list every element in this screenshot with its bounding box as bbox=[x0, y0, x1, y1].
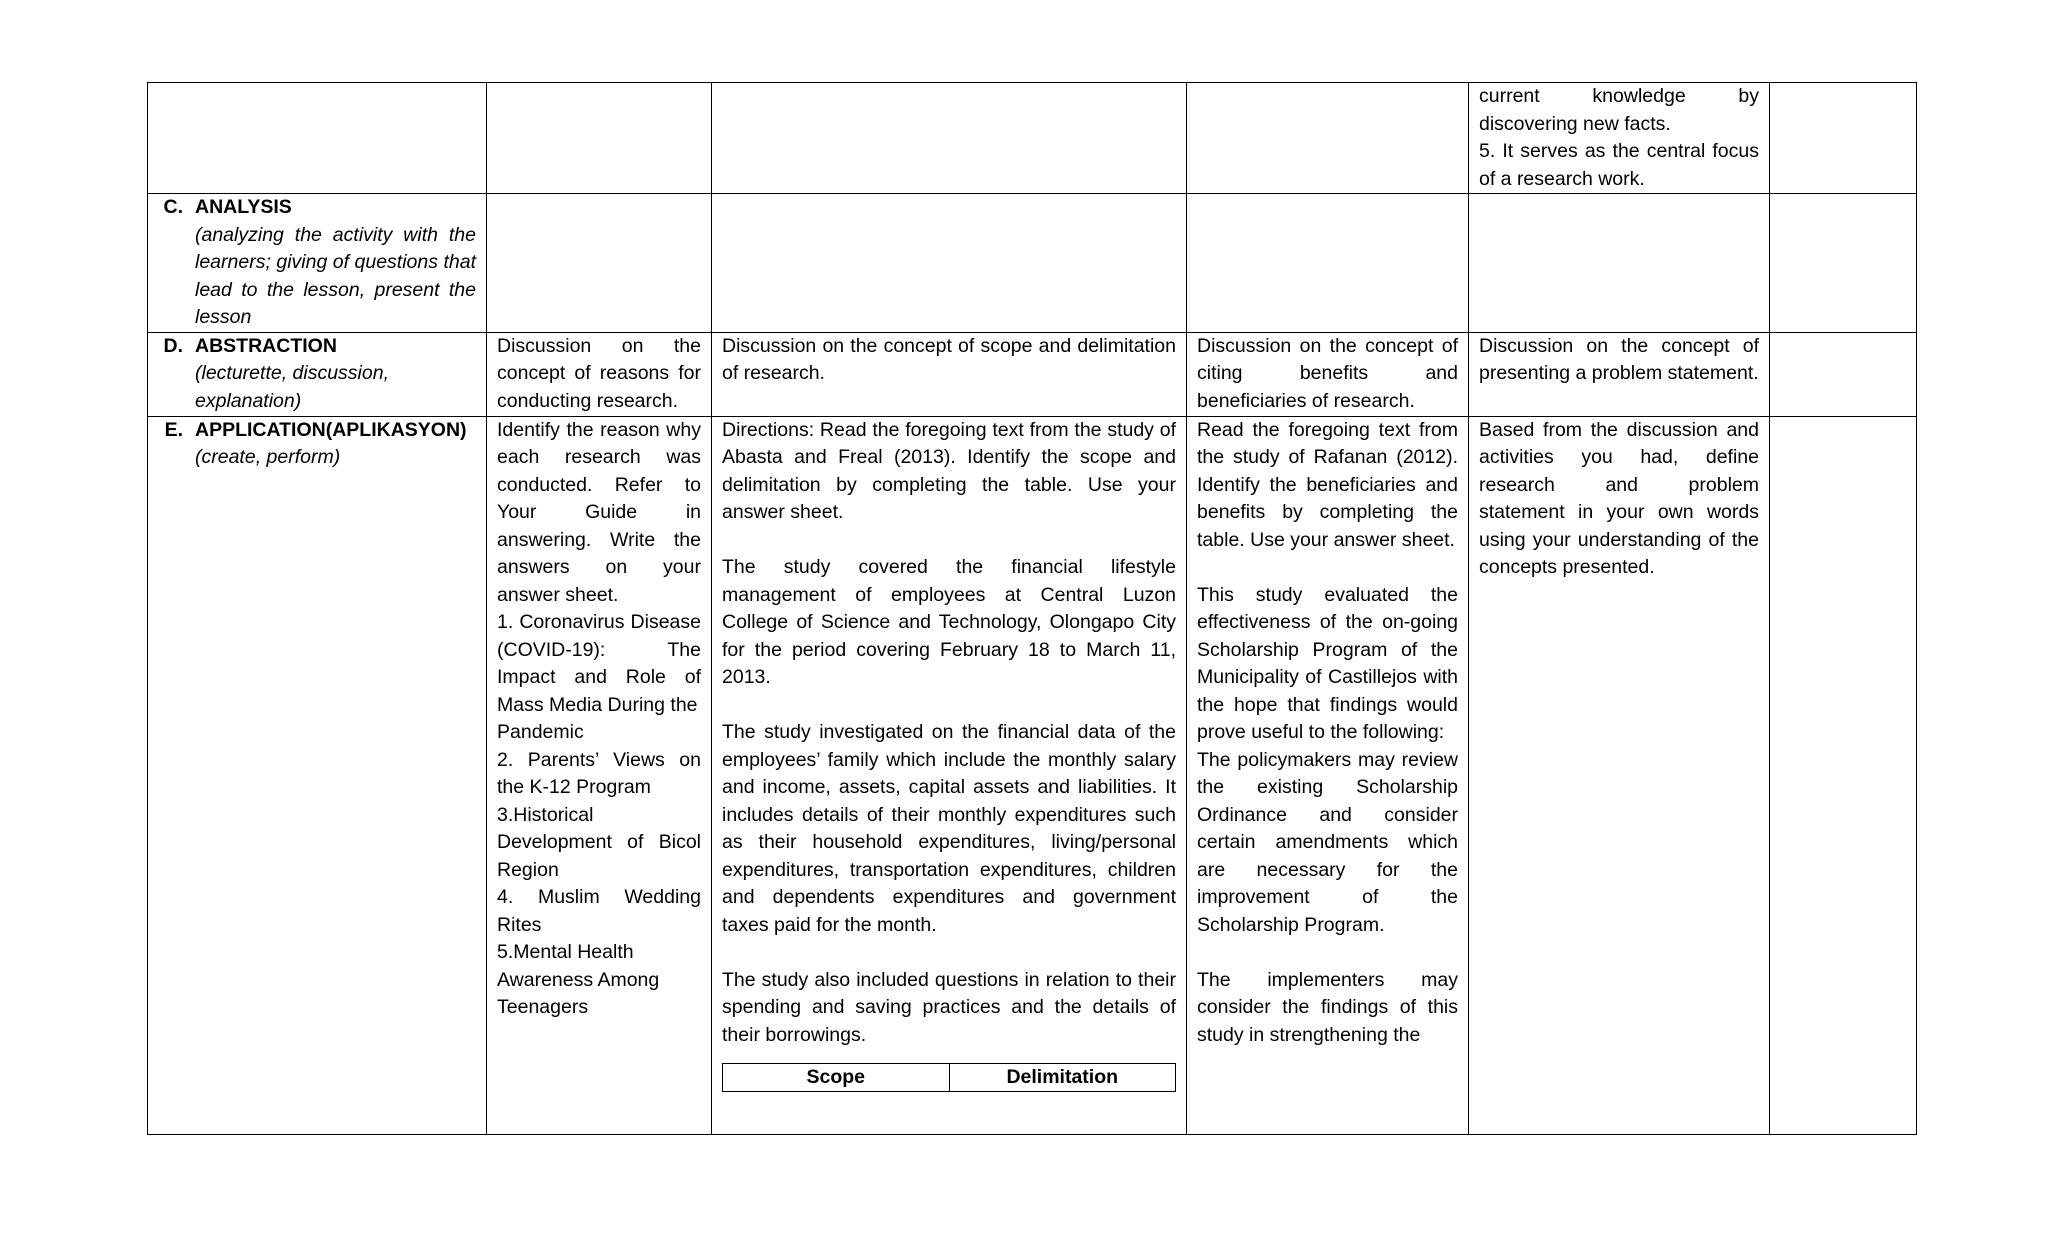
cell-empty bbox=[148, 83, 487, 194]
cell-empty bbox=[1187, 194, 1469, 333]
cell-empty bbox=[712, 194, 1187, 333]
cell-day2-abstraction: Discussion on the concept of scope and delimitation of research. bbox=[712, 332, 1187, 416]
list-item: 3.Historical Development of Bicol Region bbox=[497, 803, 701, 881]
cell-empty bbox=[487, 83, 712, 194]
cell-empty bbox=[712, 83, 1187, 194]
section-letter: D. bbox=[163, 334, 183, 357]
list-item: 5.Mental Health Awareness Among Teenagers bbox=[497, 941, 660, 1018]
cell-day3-application bbox=[1187, 416, 1469, 1134]
cell-day3-abstraction: Discussion on the concept of citing benefits and beneficiaries of research. bbox=[1187, 332, 1469, 416]
list-item: 4. Muslim Wedding Rites bbox=[497, 886, 701, 936]
cell-day1-abstraction: Discussion on the concept of reasons for conducting research. bbox=[487, 332, 712, 416]
cell-section-label bbox=[148, 332, 487, 416]
cell-day4-abstraction: Discussion on the concept of presenting a problem statement. bbox=[1469, 332, 1770, 416]
text-line: current knowledge by discovering new facts. bbox=[1479, 85, 1759, 135]
text-line: 5. It serves as the central focus of a research work. bbox=[1479, 140, 1759, 190]
cell-empty bbox=[1770, 83, 1917, 194]
cell-section-label bbox=[148, 416, 487, 1134]
section-description: (analyzing the activity with the learners; giving of questions that lead to the lesson, present the lesson bbox=[195, 223, 476, 328]
cell-day4-application: Based from the discussion and activities you had, define research and problem statement in your own words using your understanding of the concepts presented. bbox=[1469, 416, 1770, 1134]
table-row-abstraction bbox=[148, 332, 1917, 416]
lesson-plan-table bbox=[147, 82, 1917, 1135]
cell-research-purpose-continued bbox=[1469, 83, 1770, 194]
paragraph: Directions: Read the foregoing text from the study of Abasta and Freal (2013). Identify the scope and delimitation by completing the table. Use your answer sheet. bbox=[722, 418, 1176, 523]
table-row-application bbox=[148, 416, 1917, 1134]
section-letter: E. bbox=[164, 418, 183, 441]
section-title: ANALYSIS bbox=[195, 196, 292, 218]
section-description: (lecturette, discussion, explanation) bbox=[195, 362, 390, 412]
paragraph: Read the foregoing text from the study of Rafanan (2012). Identify the beneficiaries and benefits by completing the table. Use your answer sheet. bbox=[1197, 418, 1458, 551]
section-title: ABSTRACTION bbox=[195, 334, 337, 357]
cell-empty bbox=[1187, 83, 1469, 194]
cell-empty bbox=[1469, 194, 1770, 333]
paragraph: The study investigated on the financial data of the employees’ family which include the monthly salary and income, assets, capital assets and liabilities. It includes details of their monthly expenditures such as their household expenditures, living/personal expenditures, transportation expenditures, children and dependents expenditures and government taxes paid for the month. bbox=[722, 721, 1176, 936]
paragraph: The study also included questions in relation to their spending and saving practices and the details of their borrowings. bbox=[722, 968, 1176, 1046]
cell-empty bbox=[1770, 416, 1917, 1134]
delimitation-header: Delimitation bbox=[949, 1064, 1176, 1092]
cell-empty bbox=[1770, 194, 1917, 333]
list-item: 1. Coronavirus Disease (COVID-19): The Impact and Role of Mass Media During the bbox=[497, 611, 701, 716]
section-description: (create, perform) bbox=[195, 446, 341, 468]
scope-delimitation-table bbox=[722, 1063, 1176, 1092]
table-row-analysis bbox=[148, 194, 1917, 333]
cell-day2-application bbox=[712, 416, 1187, 1134]
cell-section-label bbox=[148, 194, 487, 333]
paragraph: This study evaluated the effectiveness of the on-going Scholarship Program of the Municipality of Castillejos with the hope that findings would prove useful to the following: bbox=[1197, 583, 1458, 743]
cell-empty bbox=[487, 194, 712, 333]
scope-header: Scope bbox=[723, 1064, 950, 1092]
list-item: Pandemic bbox=[497, 721, 584, 743]
paragraph: The implementers may consider the findings of this study in strengthening the bbox=[1197, 968, 1458, 1046]
cell-day1-application bbox=[487, 416, 712, 1134]
list-item: 2. Parents’ Views on the K-12 Program bbox=[497, 748, 701, 798]
paragraph: The study covered the financial lifestyle management of employees at Central Luzon College of Science and Technology, Olongapo City for the period covering February 18 to March 11, 2013. bbox=[722, 556, 1176, 688]
section-letter: C. bbox=[163, 196, 183, 218]
table-row-continuation bbox=[148, 83, 1917, 194]
paragraph: The policymakers may review the existing Scholarship Ordinance and consider certain amendments which are necessary for the improvement of the Scholarship Program. bbox=[1197, 748, 1458, 936]
cell-empty bbox=[1770, 332, 1917, 416]
section-title: APPLICATION(APLIKASYON) bbox=[195, 418, 467, 441]
directions-text: Identify the reason why each research was conducted. Refer to Your Guide in answering. Write the answers on your answer sheet. bbox=[497, 418, 701, 606]
